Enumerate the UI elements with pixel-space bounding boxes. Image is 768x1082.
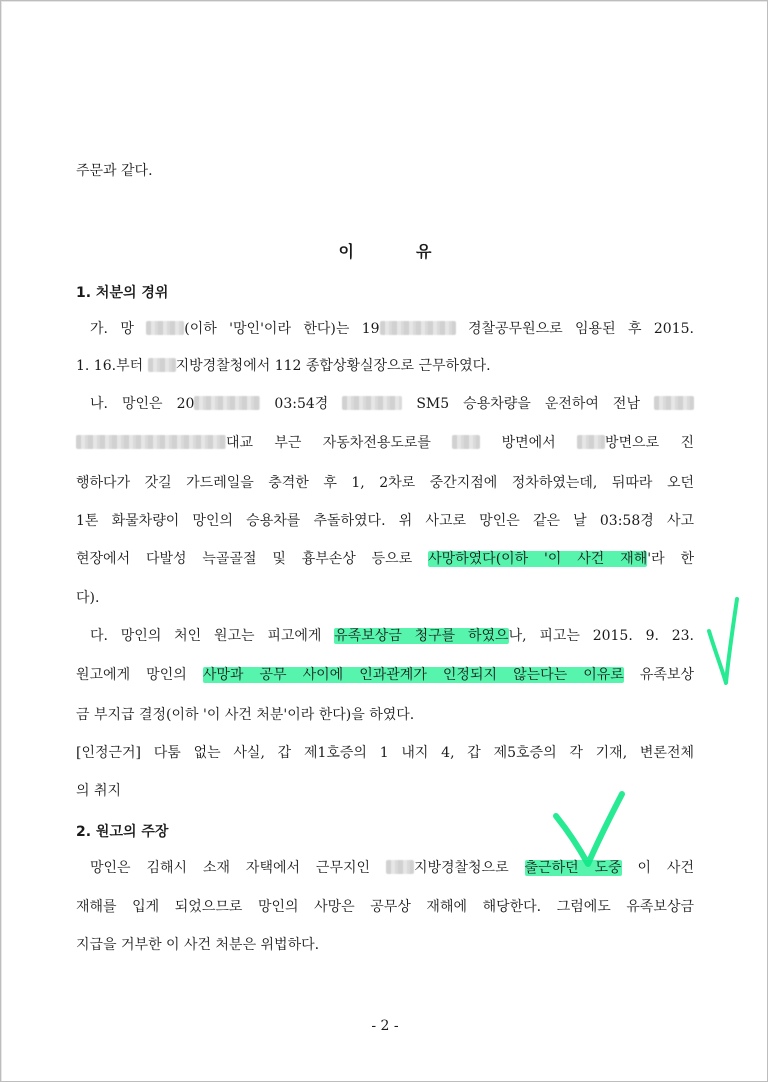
- text-span: 1. 16.부터: [76, 358, 148, 374]
- text-span: 지방경찰청으로: [413, 860, 525, 876]
- section-title: [1, 239, 768, 262]
- text-span: 대교 부근 자동차전용도로를: [226, 435, 453, 451]
- check-mark-icon: [701, 591, 751, 691]
- text-span: 유족보상: [623, 667, 694, 683]
- text-span: '라 한: [647, 551, 694, 567]
- redacted-name: [146, 321, 184, 335]
- check-mark-icon: [546, 786, 636, 876]
- claim-line-2: 재해를 입게 되었으므로 망인의 사망은 공무상 재해에 해당한다. 그럼에도 유족보상금: [76, 899, 694, 915]
- paragraph-da-line-1: [90, 626, 694, 646]
- title-char-right: 유: [416, 242, 432, 261]
- paragraph-na-line-3: 행하다가 갓길 가드레일을 충격한 후 1, 2차로 중간지점에 정차하였는데, 뒤따라 오던: [76, 475, 694, 491]
- basis-line-2: 의 취지: [76, 783, 122, 799]
- text-span: (이하 '망인'이라 한다)는 19: [184, 321, 380, 337]
- redacted-region: [148, 358, 176, 372]
- paragraph-ga-line-1: [90, 319, 694, 339]
- conclusion-text: 주문과 같다.: [76, 163, 153, 179]
- text-span: 현장에서 다발성 늑골골절 및 흉부손상 등으로: [76, 551, 429, 567]
- text-span: 다. 망인의 처인 원고는 피고에게: [90, 628, 335, 644]
- paragraph-da-line-3: 금 부지급 결정(이하 '이 사건 처분'이라 한다)을 하였다.: [76, 707, 415, 723]
- text-span: 방면으로 진: [605, 435, 694, 451]
- title-char-left: 이: [338, 242, 354, 261]
- highlighted-text: 사망과 공무 사이에 인과관계가 인정되지 않는다는 이유로: [202, 667, 624, 683]
- page-number: - 2 -: [371, 1018, 399, 1034]
- text-span: 원고에게 망인의: [76, 667, 203, 683]
- text-span: 망인은 김해시 소재 자택에서 근무지인: [90, 860, 386, 876]
- text-span: 경찰공무원으로 임용된 후 2015.: [455, 321, 694, 337]
- heading-disposition-history: 1. 처분의 경위: [76, 285, 169, 301]
- paragraph-da-line-2: [76, 665, 694, 685]
- paragraph-ga-line-2: [76, 356, 491, 376]
- redacted-location: [577, 435, 605, 449]
- claim-line-3: 지급을 거부한 이 사건 처분은 위법하다.: [76, 937, 320, 953]
- highlighted-text: 유족보상금 청구를 하였으: [334, 628, 509, 644]
- heading-plaintiff-claim: 2. 원고의 주장: [76, 824, 169, 840]
- redacted-date: [380, 321, 456, 335]
- highlighted-text: 출근하던 도중: [524, 860, 622, 876]
- text-span: 나. 망인은 20: [90, 396, 195, 412]
- paragraph-na-line-6: 다).: [76, 590, 100, 606]
- highlighted-text: 사망하였다(이하 '이 사건 재해: [428, 551, 648, 567]
- text-span: 지방경찰청에서 112 종합상황실장으로 근무하였다.: [175, 358, 491, 374]
- text-span: 가. 망: [90, 321, 147, 337]
- text-span: 03:54경: [260, 396, 343, 412]
- text-span: SM5 승용차량을 운전하여 전남: [402, 396, 654, 412]
- redacted-location: [452, 435, 480, 449]
- redacted-region: [386, 860, 414, 874]
- basis-line-1: [인정근거] 다툼 없는 사실, 갑 제1호증의 1 내지 4, 갑 제5호증의 각 기재, 변론전체: [76, 745, 694, 761]
- paragraph-na-line-1: [90, 394, 694, 414]
- text-span: 방면에서: [480, 435, 578, 451]
- redacted-date: [194, 396, 260, 410]
- paragraph-na-line-4: 1톤 화물차량이 망인의 승용차를 추돌하였다. 위 사고로 망인은 같은 날 03:58경 사고: [76, 513, 694, 529]
- redacted-location: [654, 396, 694, 410]
- redacted-location: [76, 435, 226, 449]
- text-span: 이 사건: [621, 860, 694, 876]
- text-span: 나, 피고는 2015. 9. 23.: [508, 628, 694, 644]
- redacted-plate: [342, 396, 402, 410]
- paragraph-na-line-2: [76, 433, 694, 453]
- paragraph-na-line-5: [76, 549, 694, 569]
